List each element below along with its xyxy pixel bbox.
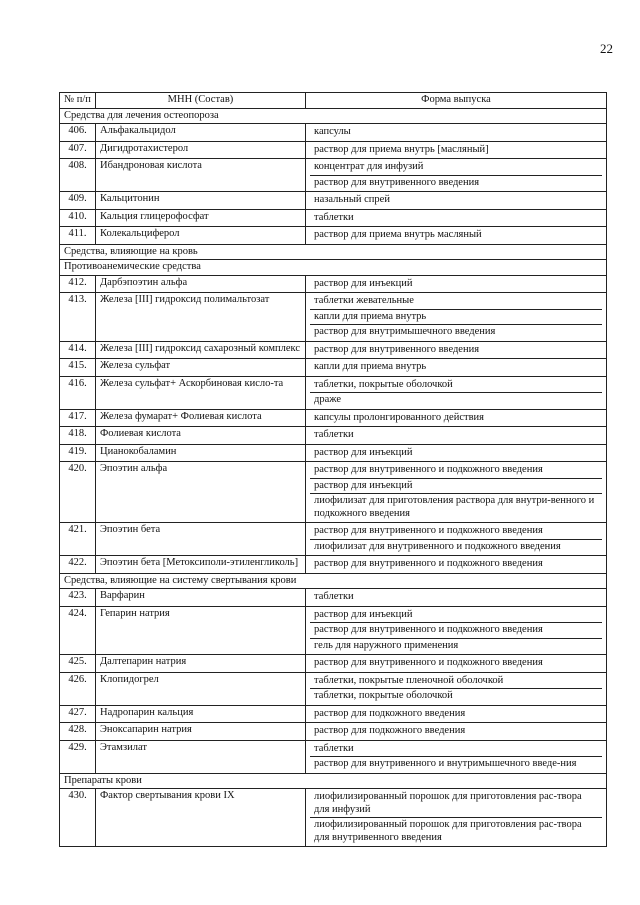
release-form: капсулы пролонгированного действия bbox=[314, 411, 484, 423]
release-forms bbox=[306, 462, 607, 523]
row-number: 425. bbox=[60, 655, 96, 673]
drug-name: Альфакальцидол bbox=[96, 124, 306, 142]
section-title: Средства, влияющие на кровь bbox=[60, 244, 607, 260]
release-form: раствор для инъекций bbox=[314, 446, 413, 458]
release-form: драже bbox=[314, 394, 342, 405]
drug-name: Железа сульфат+ Аскорбиновая кисло-та bbox=[96, 376, 306, 409]
table-row bbox=[60, 723, 607, 741]
section-title: Препараты крови bbox=[60, 773, 607, 789]
drug-name: Колекальциферол bbox=[96, 227, 306, 245]
section-row bbox=[60, 773, 607, 789]
row-number: 412. bbox=[60, 275, 96, 293]
drug-name: Этамзилат bbox=[96, 740, 306, 773]
release-form: таблетки bbox=[310, 742, 602, 758]
release-forms bbox=[306, 444, 607, 462]
drug-table bbox=[59, 92, 607, 847]
release-form: концентрат для инфузий bbox=[310, 160, 602, 176]
release-forms bbox=[306, 672, 607, 705]
table-row bbox=[60, 740, 607, 773]
section-row bbox=[60, 573, 607, 589]
table-row bbox=[60, 293, 607, 342]
release-forms bbox=[306, 705, 607, 723]
release-forms bbox=[306, 275, 607, 293]
row-number: 422. bbox=[60, 556, 96, 574]
release-forms bbox=[306, 376, 607, 409]
drug-name: Кальция глицерофосфат bbox=[96, 209, 306, 227]
table-row bbox=[60, 427, 607, 445]
row-number: 418. bbox=[60, 427, 96, 445]
release-forms bbox=[306, 124, 607, 142]
table-row bbox=[60, 192, 607, 210]
release-form: раствор для подкожного введения bbox=[314, 725, 466, 736]
section-row bbox=[60, 244, 607, 260]
release-forms bbox=[306, 740, 607, 773]
release-form: раствор для внутривенного введения bbox=[314, 343, 480, 355]
release-form: таблетки, покрытые оболочкой bbox=[314, 690, 453, 701]
release-form: раствор для инъекций bbox=[310, 479, 602, 495]
release-form: раствор для приема внутрь масляный bbox=[314, 229, 482, 240]
release-form: капли для приема внутрь bbox=[314, 361, 427, 372]
drug-name: Дарбэпоэтин альфа bbox=[96, 275, 306, 293]
drug-name: Варфарин bbox=[96, 589, 306, 607]
row-number: 421. bbox=[60, 523, 96, 556]
release-form: раствор для подкожного введения bbox=[314, 707, 466, 719]
release-forms bbox=[306, 655, 607, 673]
release-form: лиофилизированный порошок для приготовления рас-твора для инфузий bbox=[310, 790, 602, 818]
release-form: таблетки bbox=[314, 591, 354, 602]
row-number: 420. bbox=[60, 462, 96, 523]
table-row bbox=[60, 376, 607, 409]
drug-name: Гепарин натрия bbox=[96, 606, 306, 655]
drug-name: Далтепарин натрия bbox=[96, 655, 306, 673]
row-number: 407. bbox=[60, 141, 96, 159]
row-number: 428. bbox=[60, 723, 96, 741]
row-number: 426. bbox=[60, 672, 96, 705]
header-name: МНН (Состав) bbox=[96, 93, 306, 109]
release-form: таблетки, покрытые оболочкой bbox=[310, 378, 602, 394]
row-number: 429. bbox=[60, 740, 96, 773]
release-form: раствор для внутримышечного введения bbox=[314, 326, 496, 337]
table-row bbox=[60, 124, 607, 142]
table-body bbox=[60, 108, 607, 847]
release-forms bbox=[306, 341, 607, 359]
release-forms bbox=[306, 159, 607, 192]
release-forms bbox=[306, 589, 607, 607]
release-form: таблетки bbox=[314, 211, 354, 223]
header-num: № п/п bbox=[60, 93, 96, 109]
drug-name: Клопидогрел bbox=[96, 672, 306, 705]
release-forms bbox=[306, 723, 607, 741]
release-form: раствор для инъекций bbox=[314, 277, 413, 289]
drug-name: Железа [III] гидроксид сахарозный комплекс bbox=[96, 341, 306, 359]
release-form: таблетки жевательные bbox=[310, 294, 602, 310]
drug-name: Дигидротахистерол bbox=[96, 141, 306, 159]
table-row bbox=[60, 275, 607, 293]
table-row bbox=[60, 606, 607, 655]
table-row bbox=[60, 227, 607, 245]
row-number: 417. bbox=[60, 409, 96, 427]
release-form: лиофилизат для внутривенного и подкожного введения bbox=[314, 540, 561, 552]
row-number: 427. bbox=[60, 705, 96, 723]
table-row bbox=[60, 672, 607, 705]
release-form: раствор для внутривенного и подкожного введения bbox=[314, 657, 543, 668]
release-form: раствор для внутривенного и подкожного введения bbox=[310, 524, 602, 540]
page-number: 22 bbox=[600, 41, 613, 56]
table-row bbox=[60, 159, 607, 192]
row-number: 416. bbox=[60, 376, 96, 409]
table-row bbox=[60, 209, 607, 227]
release-form: раствор для внутривенного введения bbox=[314, 176, 480, 188]
release-forms bbox=[306, 523, 607, 556]
release-form: раствор для инъекций bbox=[310, 608, 602, 624]
row-number: 411. bbox=[60, 227, 96, 245]
drug-name: Эноксапарин натрия bbox=[96, 723, 306, 741]
table-header-row bbox=[60, 93, 607, 109]
table-row bbox=[60, 789, 607, 847]
row-number: 430. bbox=[60, 789, 96, 847]
drug-name: Эпоэтин бета [Метоксиполи-этиленгликоль] bbox=[96, 556, 306, 574]
row-number: 406. bbox=[60, 124, 96, 142]
release-form: лиофилизат для приготовления раствора для внутри-венного и подкожного введения bbox=[314, 495, 595, 519]
table-row bbox=[60, 523, 607, 556]
release-form: раствор для внутривенного и внутримышечного введе-ния bbox=[314, 758, 577, 769]
release-form: капсулы bbox=[314, 126, 351, 137]
table-row bbox=[60, 462, 607, 523]
drug-name: Эпоэтин альфа bbox=[96, 462, 306, 523]
release-forms bbox=[306, 209, 607, 227]
table-row bbox=[60, 705, 607, 723]
release-form: гель для наружного применения bbox=[314, 639, 459, 651]
drug-name: Железа фумарат+ Фолиевая кислота bbox=[96, 409, 306, 427]
release-forms bbox=[306, 192, 607, 210]
release-form: раствор для приема внутрь [масляный] bbox=[314, 143, 489, 155]
row-number: 424. bbox=[60, 606, 96, 655]
drug-name: Фактор свертывания крови IX bbox=[96, 789, 306, 847]
drug-name: Надропарин кальция bbox=[96, 705, 306, 723]
release-forms bbox=[306, 427, 607, 445]
table-row bbox=[60, 141, 607, 159]
table-row bbox=[60, 589, 607, 607]
table-row bbox=[60, 655, 607, 673]
release-form: назальный спрей bbox=[314, 194, 390, 205]
release-form: раствор для внутривенного и подкожного введения bbox=[310, 623, 602, 639]
release-forms bbox=[306, 359, 607, 377]
table-row bbox=[60, 556, 607, 574]
release-forms bbox=[306, 293, 607, 342]
drug-name: Железа [III] гидроксид полимальтозат bbox=[96, 293, 306, 342]
drug-name: Ибандроновая кислота bbox=[96, 159, 306, 192]
drug-name: Кальцитонин bbox=[96, 192, 306, 210]
drug-name: Фолиевая кислота bbox=[96, 427, 306, 445]
table-row bbox=[60, 341, 607, 359]
section-title: Средства для лечения остеопороза bbox=[60, 108, 607, 124]
release-forms bbox=[306, 227, 607, 245]
row-number: 419. bbox=[60, 444, 96, 462]
row-number: 423. bbox=[60, 589, 96, 607]
row-number: 410. bbox=[60, 209, 96, 227]
release-form: капли для приема внутрь bbox=[310, 310, 602, 326]
section-row bbox=[60, 108, 607, 124]
release-form: раствор для внутривенного и подкожного введения bbox=[310, 463, 602, 479]
drug-name: Эпоэтин бета bbox=[96, 523, 306, 556]
drug-name: Цианокобаламин bbox=[96, 444, 306, 462]
table-row bbox=[60, 359, 607, 377]
table-row bbox=[60, 444, 607, 462]
row-number: 415. bbox=[60, 359, 96, 377]
release-form: раствор для внутривенного и подкожного введения bbox=[314, 558, 543, 569]
release-form: лиофилизированный порошок для приготовления рас-твора для внутривенного введения bbox=[314, 819, 582, 843]
section-title: Средства, влияющие на систему свертывания крови bbox=[60, 573, 607, 589]
release-forms bbox=[306, 409, 607, 427]
table-row bbox=[60, 409, 607, 427]
release-forms bbox=[306, 789, 607, 847]
release-form: таблетки bbox=[314, 429, 354, 440]
header-form: Форма выпуска bbox=[306, 93, 607, 109]
section-title: Противоанемические средства bbox=[60, 260, 607, 276]
release-forms bbox=[306, 556, 607, 574]
row-number: 409. bbox=[60, 192, 96, 210]
release-forms bbox=[306, 606, 607, 655]
row-number: 408. bbox=[60, 159, 96, 192]
release-form: таблетки, покрытые пленочной оболочкой bbox=[310, 674, 602, 690]
row-number: 414. bbox=[60, 341, 96, 359]
row-number: 413. bbox=[60, 293, 96, 342]
release-forms bbox=[306, 141, 607, 159]
drug-name: Железа сульфат bbox=[96, 359, 306, 377]
section-row bbox=[60, 260, 607, 276]
